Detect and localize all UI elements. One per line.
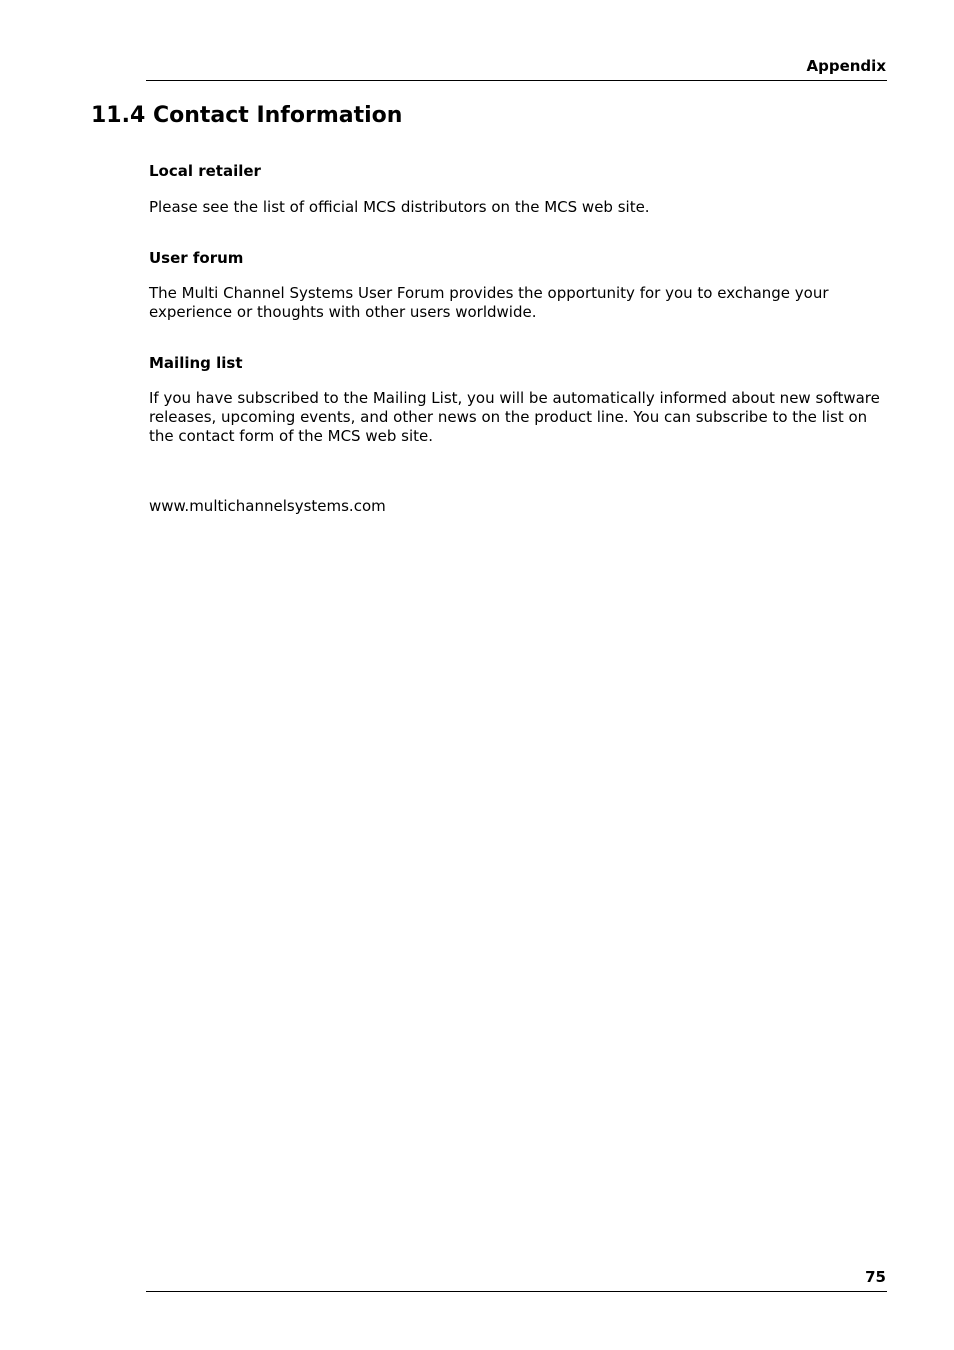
paragraph-user-forum: The Multi Channel Systems User Forum provides the opportunity for you to exchange your experience or thoughts with other users worldwide. xyxy=(149,284,829,321)
header-divider xyxy=(146,80,887,81)
paragraph-mailing-list: If you have subscribed to the Mailing List, you will be automatically informed about new software releases, upcoming events, and other news on the product line. You can subscribe to the list on the contact form of the MCS web site. xyxy=(149,389,880,445)
subheading-mailing-list: Mailing list xyxy=(149,354,243,372)
running-header: Appendix xyxy=(806,57,886,75)
footer-divider xyxy=(146,1291,887,1292)
subheading-user-forum: User forum xyxy=(149,249,244,267)
paragraph-local-retailer: Please see the list of official MCS distributors on the MCS web site. xyxy=(149,198,650,216)
section-title: 11.4 Contact Information xyxy=(91,103,403,128)
website-link[interactable]: www.multichannelsystems.com xyxy=(149,497,386,515)
subheading-local-retailer: Local retailer xyxy=(149,162,261,180)
page-number: 75 xyxy=(865,1268,886,1286)
